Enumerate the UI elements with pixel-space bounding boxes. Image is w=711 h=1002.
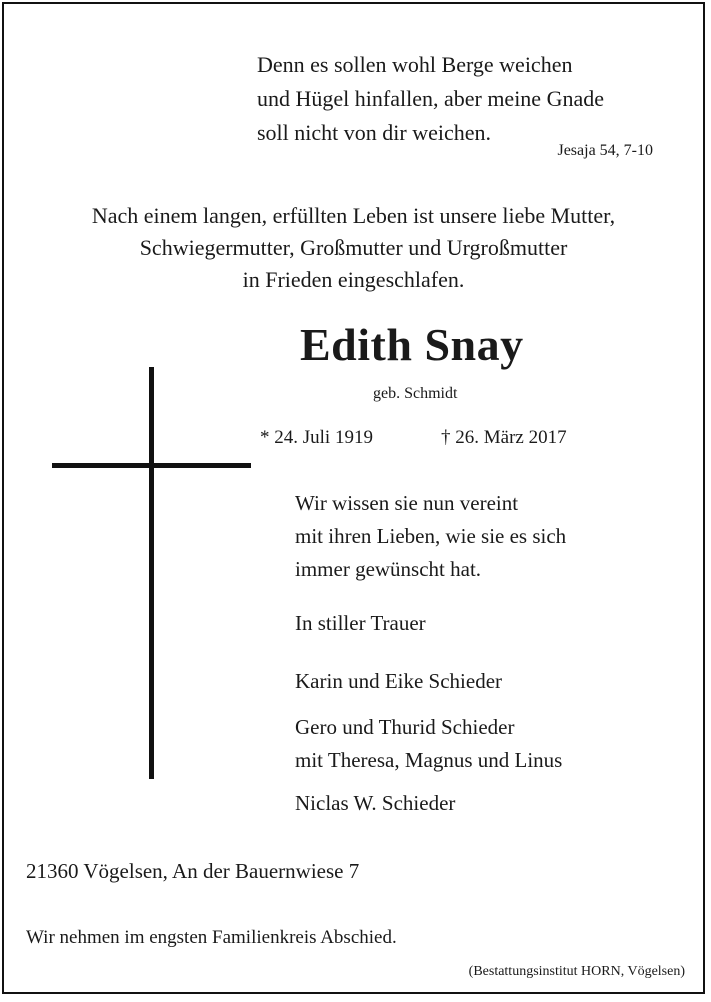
mourner-family-2: [295, 711, 562, 777]
funeral-notice: Wir nehmen im engsten Familienkreis Abschied.: [26, 927, 397, 948]
message-line: immer gewünscht hat.: [295, 557, 482, 581]
maiden-name: geb. Schmidt: [373, 385, 458, 402]
obituary-notice: [2, 2, 705, 994]
intro-line: Nach einem langen, erfüllten Leben ist unsere liebe Mutter,: [91, 203, 616, 228]
memorial-message: [295, 487, 566, 586]
mourner-line: mit Theresa, Magnus und Linus: [295, 748, 563, 772]
intro-text: [4, 200, 703, 296]
bible-verse: [257, 48, 604, 150]
family-address: 21360 Vögelsen, An der Bauernwiese 7: [26, 859, 360, 883]
cross-horizontal-bar: [52, 463, 251, 468]
cross-vertical-bar: [149, 367, 154, 779]
verse-line: Denn es sollen wohl Berge weichen: [257, 52, 573, 77]
mourner-line: Gero und Thurid Schieder: [295, 715, 515, 739]
mourner-family-1: Karin und Eike Schieder: [295, 669, 503, 693]
mourning-heading: In stiller Trauer: [295, 611, 426, 635]
verse-line: soll nicht von dir weichen.: [257, 120, 492, 145]
intro-line: Schwiegermutter, Großmutter und Urgroßmutter: [139, 235, 568, 260]
undertaker-credit: (Bestattungsinstitut HORN, Vögelsen): [468, 964, 685, 979]
message-line: Wir wissen sie nun vereint: [295, 491, 519, 515]
verse-reference: Jesaja 54, 7-10: [557, 142, 653, 159]
message-line: mit ihren Lieben, wie sie es sich: [295, 524, 567, 548]
intro-line: in Frieden eingeschlafen.: [242, 267, 465, 292]
birth-date: * 24. Juli 1919: [260, 427, 373, 448]
mourner-family-3: Niclas W. Schieder: [295, 791, 456, 815]
deceased-name: Edith Snay: [300, 319, 524, 370]
death-date: † 26. März 2017: [441, 427, 567, 448]
verse-line: und Hügel hinfallen, aber meine Gnade: [257, 86, 604, 111]
